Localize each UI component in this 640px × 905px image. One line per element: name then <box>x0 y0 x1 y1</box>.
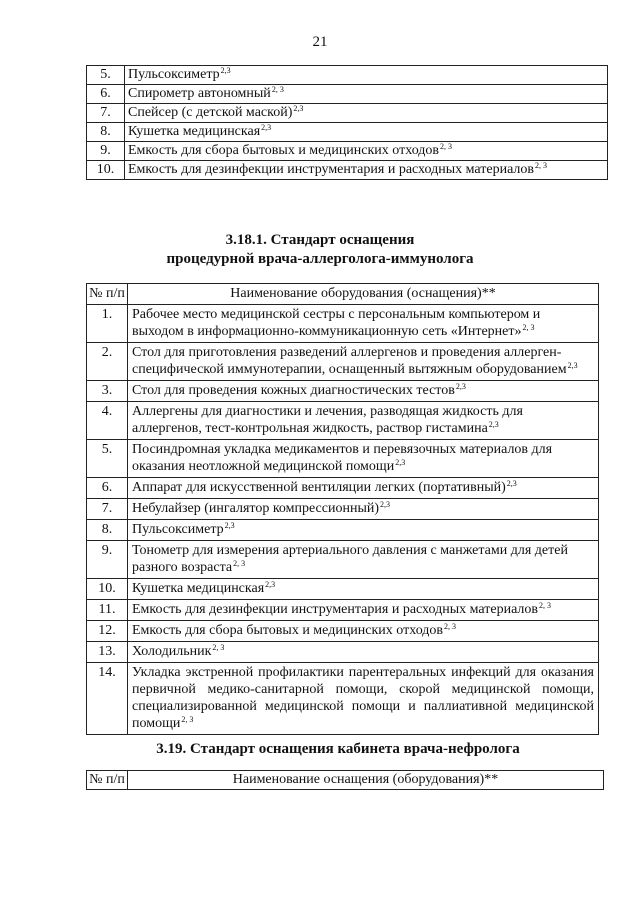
table-header-row <box>87 771 604 790</box>
row-number: 5. <box>87 440 128 478</box>
row-number: 9. <box>87 142 125 161</box>
table-row <box>87 142 608 161</box>
row-number: 4. <box>87 402 128 440</box>
row-number: 11. <box>87 600 128 621</box>
item-name: Емкость для дезинфекции инструментария и расходных материалов <box>128 162 535 177</box>
row-item-cell <box>128 600 599 621</box>
table-header-row <box>87 284 599 305</box>
row-number: 14. <box>87 663 128 735</box>
section-title-line-1: 3.18.1. Стандарт оснащения <box>225 232 415 248</box>
item-name: Посиндромная укладка медикаментов и перевязочных материалов для оказания неотложной медицинской помощи <box>132 442 553 474</box>
footnote-ref: 2,3 <box>265 580 276 589</box>
row-item-cell <box>128 402 599 440</box>
row-number: 8. <box>87 123 125 142</box>
footnote-ref: 2, 3 <box>271 85 284 94</box>
table-row <box>87 600 599 621</box>
header-name-cell: Наименование оборудования (оснащения)** <box>128 284 599 305</box>
row-item-cell <box>125 161 608 180</box>
footnote-ref: 2,3 <box>261 123 272 132</box>
section-title-3-19: 3.19. Стандарт оснащения кабинета врача-нефролога <box>156 741 520 757</box>
table-row <box>87 499 599 520</box>
table-row <box>87 663 599 735</box>
table-row <box>87 478 599 499</box>
row-number: 3. <box>87 381 128 402</box>
table-row <box>87 66 608 85</box>
item-name: Аппарат для искусственной вентиляции легких (портативный) <box>132 480 506 495</box>
table-row <box>87 161 608 180</box>
header-name-cell: Наименование оснащения (оборудования)** <box>128 771 604 790</box>
item-name: Тонометр для измерения артериального давления с манжетами для детей разного возраста <box>132 543 568 575</box>
row-number: 7. <box>87 104 125 123</box>
row-item-cell <box>125 123 608 142</box>
nephrologist-equipment-table <box>86 770 604 790</box>
item-name: Стол для проведения кожных диагностических тестов <box>132 383 455 398</box>
footnote-ref: 2,3 <box>395 458 406 467</box>
header-num-cell: № п/п <box>87 771 128 790</box>
table-row <box>87 642 599 663</box>
item-name: Пульсоксиметр <box>132 522 224 537</box>
footnote-ref: 2, 3 <box>444 622 457 631</box>
row-item-cell <box>128 621 599 642</box>
row-item-cell <box>128 343 599 381</box>
footnote-ref: 2, 3 <box>522 323 535 332</box>
footnote-ref: 2, 3 <box>535 161 548 170</box>
row-item-cell <box>128 642 599 663</box>
footnote-ref: 2,3 <box>567 361 578 370</box>
row-number: 2. <box>87 343 128 381</box>
row-item-cell <box>128 663 599 735</box>
footnote-ref: 2,3 <box>455 382 466 391</box>
row-number: 13. <box>87 642 128 663</box>
table-row <box>87 440 599 478</box>
row-number: 10. <box>87 161 125 180</box>
procedure-room-equipment-table <box>86 283 599 735</box>
item-name: Емкость для сбора бытовых и медицинских отходов <box>132 623 444 638</box>
table-row <box>87 541 599 579</box>
footnote-ref: 2,3 <box>506 479 517 488</box>
item-name: Аллергены для диагностики и лечения, разводящая жидкость для аллергенов, тест-контрольная жидкость, раствор гистамина <box>132 404 523 436</box>
row-number: 8. <box>87 520 128 541</box>
row-item-cell <box>125 142 608 161</box>
row-item-cell <box>128 541 599 579</box>
equipment-table-continued <box>86 65 608 180</box>
row-item-cell <box>128 305 599 343</box>
row-item-cell <box>128 440 599 478</box>
table-row <box>87 381 599 402</box>
row-item-cell <box>128 478 599 499</box>
table-row <box>87 104 608 123</box>
item-name: Кушетка медицинская <box>132 581 265 596</box>
item-name: Спейсер (с детской маской) <box>128 105 293 120</box>
footnote-ref: 2, 3 <box>181 715 194 724</box>
item-name: Пульсоксиметр <box>128 67 220 82</box>
footnote-ref: 2,3 <box>380 500 391 509</box>
row-number: 7. <box>87 499 128 520</box>
row-item-cell <box>128 579 599 600</box>
footnote-ref: 2,3 <box>293 104 304 113</box>
footnote-ref: 2, 3 <box>233 559 246 568</box>
table-row <box>87 305 599 343</box>
row-number: 5. <box>87 66 125 85</box>
table-row <box>87 402 599 440</box>
row-number: 10. <box>87 579 128 600</box>
item-name: Холодильник <box>132 644 212 659</box>
row-item-cell <box>125 104 608 123</box>
item-name: Кушетка медицинская <box>128 124 261 139</box>
row-item-cell <box>128 499 599 520</box>
row-number: 6. <box>87 85 125 104</box>
item-name: Стол для приготовления разведений аллергенов и проведения аллерген-специфической иммунотерапии, оснащенный вытяжным оборудованием <box>132 345 567 377</box>
table-row <box>87 343 599 381</box>
footnote-ref: 2,3 <box>224 521 235 530</box>
page-number: 21 <box>312 34 328 50</box>
item-name: Спирометр автономный <box>128 86 271 101</box>
footnote-ref: 2,3 <box>488 420 499 429</box>
table-row <box>87 123 608 142</box>
item-name: Укладка экстренной профилактики парентеральных инфекций для оказания первичной медико-санитарной помощи, скорой медицинской помощи, специализированной медицинской помощи и паллиативной медицинской помощи <box>132 665 594 731</box>
row-item-cell <box>125 85 608 104</box>
footnote-ref: 2, 3 <box>212 643 225 652</box>
row-number: 1. <box>87 305 128 343</box>
section-title-line-2: процедурной врача-аллерголога-иммунолога <box>166 251 474 267</box>
item-name: Емкость для дезинфекции инструментария и расходных материалов <box>132 602 539 617</box>
table-row <box>87 85 608 104</box>
row-number: 6. <box>87 478 128 499</box>
row-number: 9. <box>87 541 128 579</box>
item-name: Рабочее место медицинской сестры с персональным компьютером и выходом в информационно-коммуникационную сеть «Интернет» <box>132 307 541 339</box>
row-number: 12. <box>87 621 128 642</box>
item-name: Емкость для сбора бытовых и медицинских отходов <box>128 143 440 158</box>
footnote-ref: 2, 3 <box>440 142 453 151</box>
header-num-cell: № п/п <box>87 284 128 305</box>
item-name: Небулайзер (ингалятор компрессионный) <box>132 501 380 516</box>
footnote-ref: 2, 3 <box>539 601 552 610</box>
table-row <box>87 579 599 600</box>
section-title-3-18-1 <box>0 231 640 269</box>
row-item-cell <box>125 66 608 85</box>
table-row <box>87 621 599 642</box>
table-row <box>87 520 599 541</box>
row-item-cell <box>128 520 599 541</box>
row-item-cell <box>128 381 599 402</box>
footnote-ref: 2,3 <box>220 66 231 75</box>
